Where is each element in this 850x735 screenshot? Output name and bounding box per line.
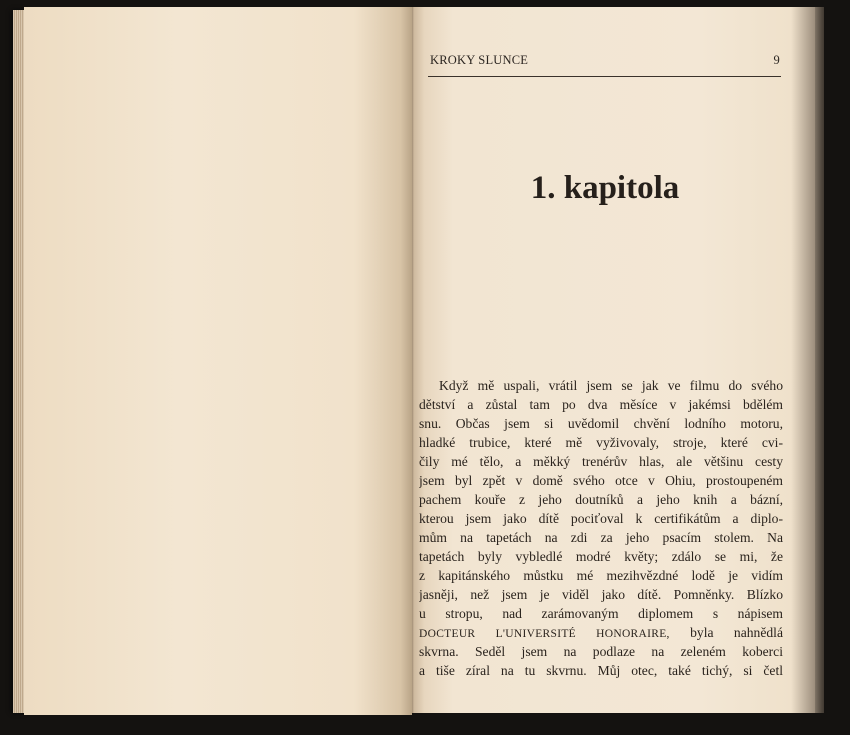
text-line: dětství a zůstal tam po dva měsíce v jakémsi bdělém <box>419 397 783 412</box>
text-line: skvrna. Seděl jsem na podlaze na zeleném koberci <box>419 644 783 659</box>
text-line-rest: byla nahnědlá <box>669 625 783 640</box>
text-line: pachem kouře z jeho doutníků a jeho knih a bázní, <box>419 492 783 507</box>
running-title: KROKY SLUNCE <box>430 53 529 67</box>
chapter-title: 1. kapitola <box>530 170 680 206</box>
text-line-with-small-caps <box>419 623 783 642</box>
text-line: tapetách byly vybledlé modré květy; zdálo se mi, že <box>419 549 783 564</box>
text-line: jasněji, než jsem je viděl jako dítě. Pomněnky. Blízko <box>419 587 783 602</box>
text-line: Když mě uspali, vrátil jsem se jak ve filmu do svého <box>439 378 783 393</box>
book-spine-fold <box>412 7 414 713</box>
text-line: z kapitánského můstku mé mezihvězdné lodě je vidím <box>419 568 783 583</box>
text-line: hladké trubice, které mě vyživovaly, stroje, které cvi- <box>419 435 783 450</box>
text-line: kterou jsem jako dítě pociťoval k certifikátům a diplo- <box>419 511 783 526</box>
running-head <box>430 53 780 73</box>
text-line: u stropu, nad zarámovaným diplomem s nápisem <box>419 606 783 621</box>
text-line: snu. Občas jsem si uvědomil chvění lodního motoru, <box>419 416 783 431</box>
header-rule <box>428 76 781 77</box>
body-text <box>419 376 783 680</box>
left-page-blank <box>24 7 412 715</box>
text-line: čily mé tělo, a měkký trenérův hlas, ale většinu cesty <box>419 454 783 469</box>
page-shadow <box>815 0 850 735</box>
page-number: 9 <box>773 53 780 67</box>
text-line: a tiše zíral na tu skvrnu. Můj otec, také tichý, si četl <box>419 663 783 678</box>
text-line: jsem byl zpět v domě svého otce v Ohiu, prostoupeném <box>419 473 783 488</box>
small-caps-text: DOCTEUR L'UNIVERSITÉ HONORAIRE, <box>419 628 670 640</box>
text-line: mům na tapetách na zdi za jeho psacím stolem. Na <box>419 530 783 545</box>
